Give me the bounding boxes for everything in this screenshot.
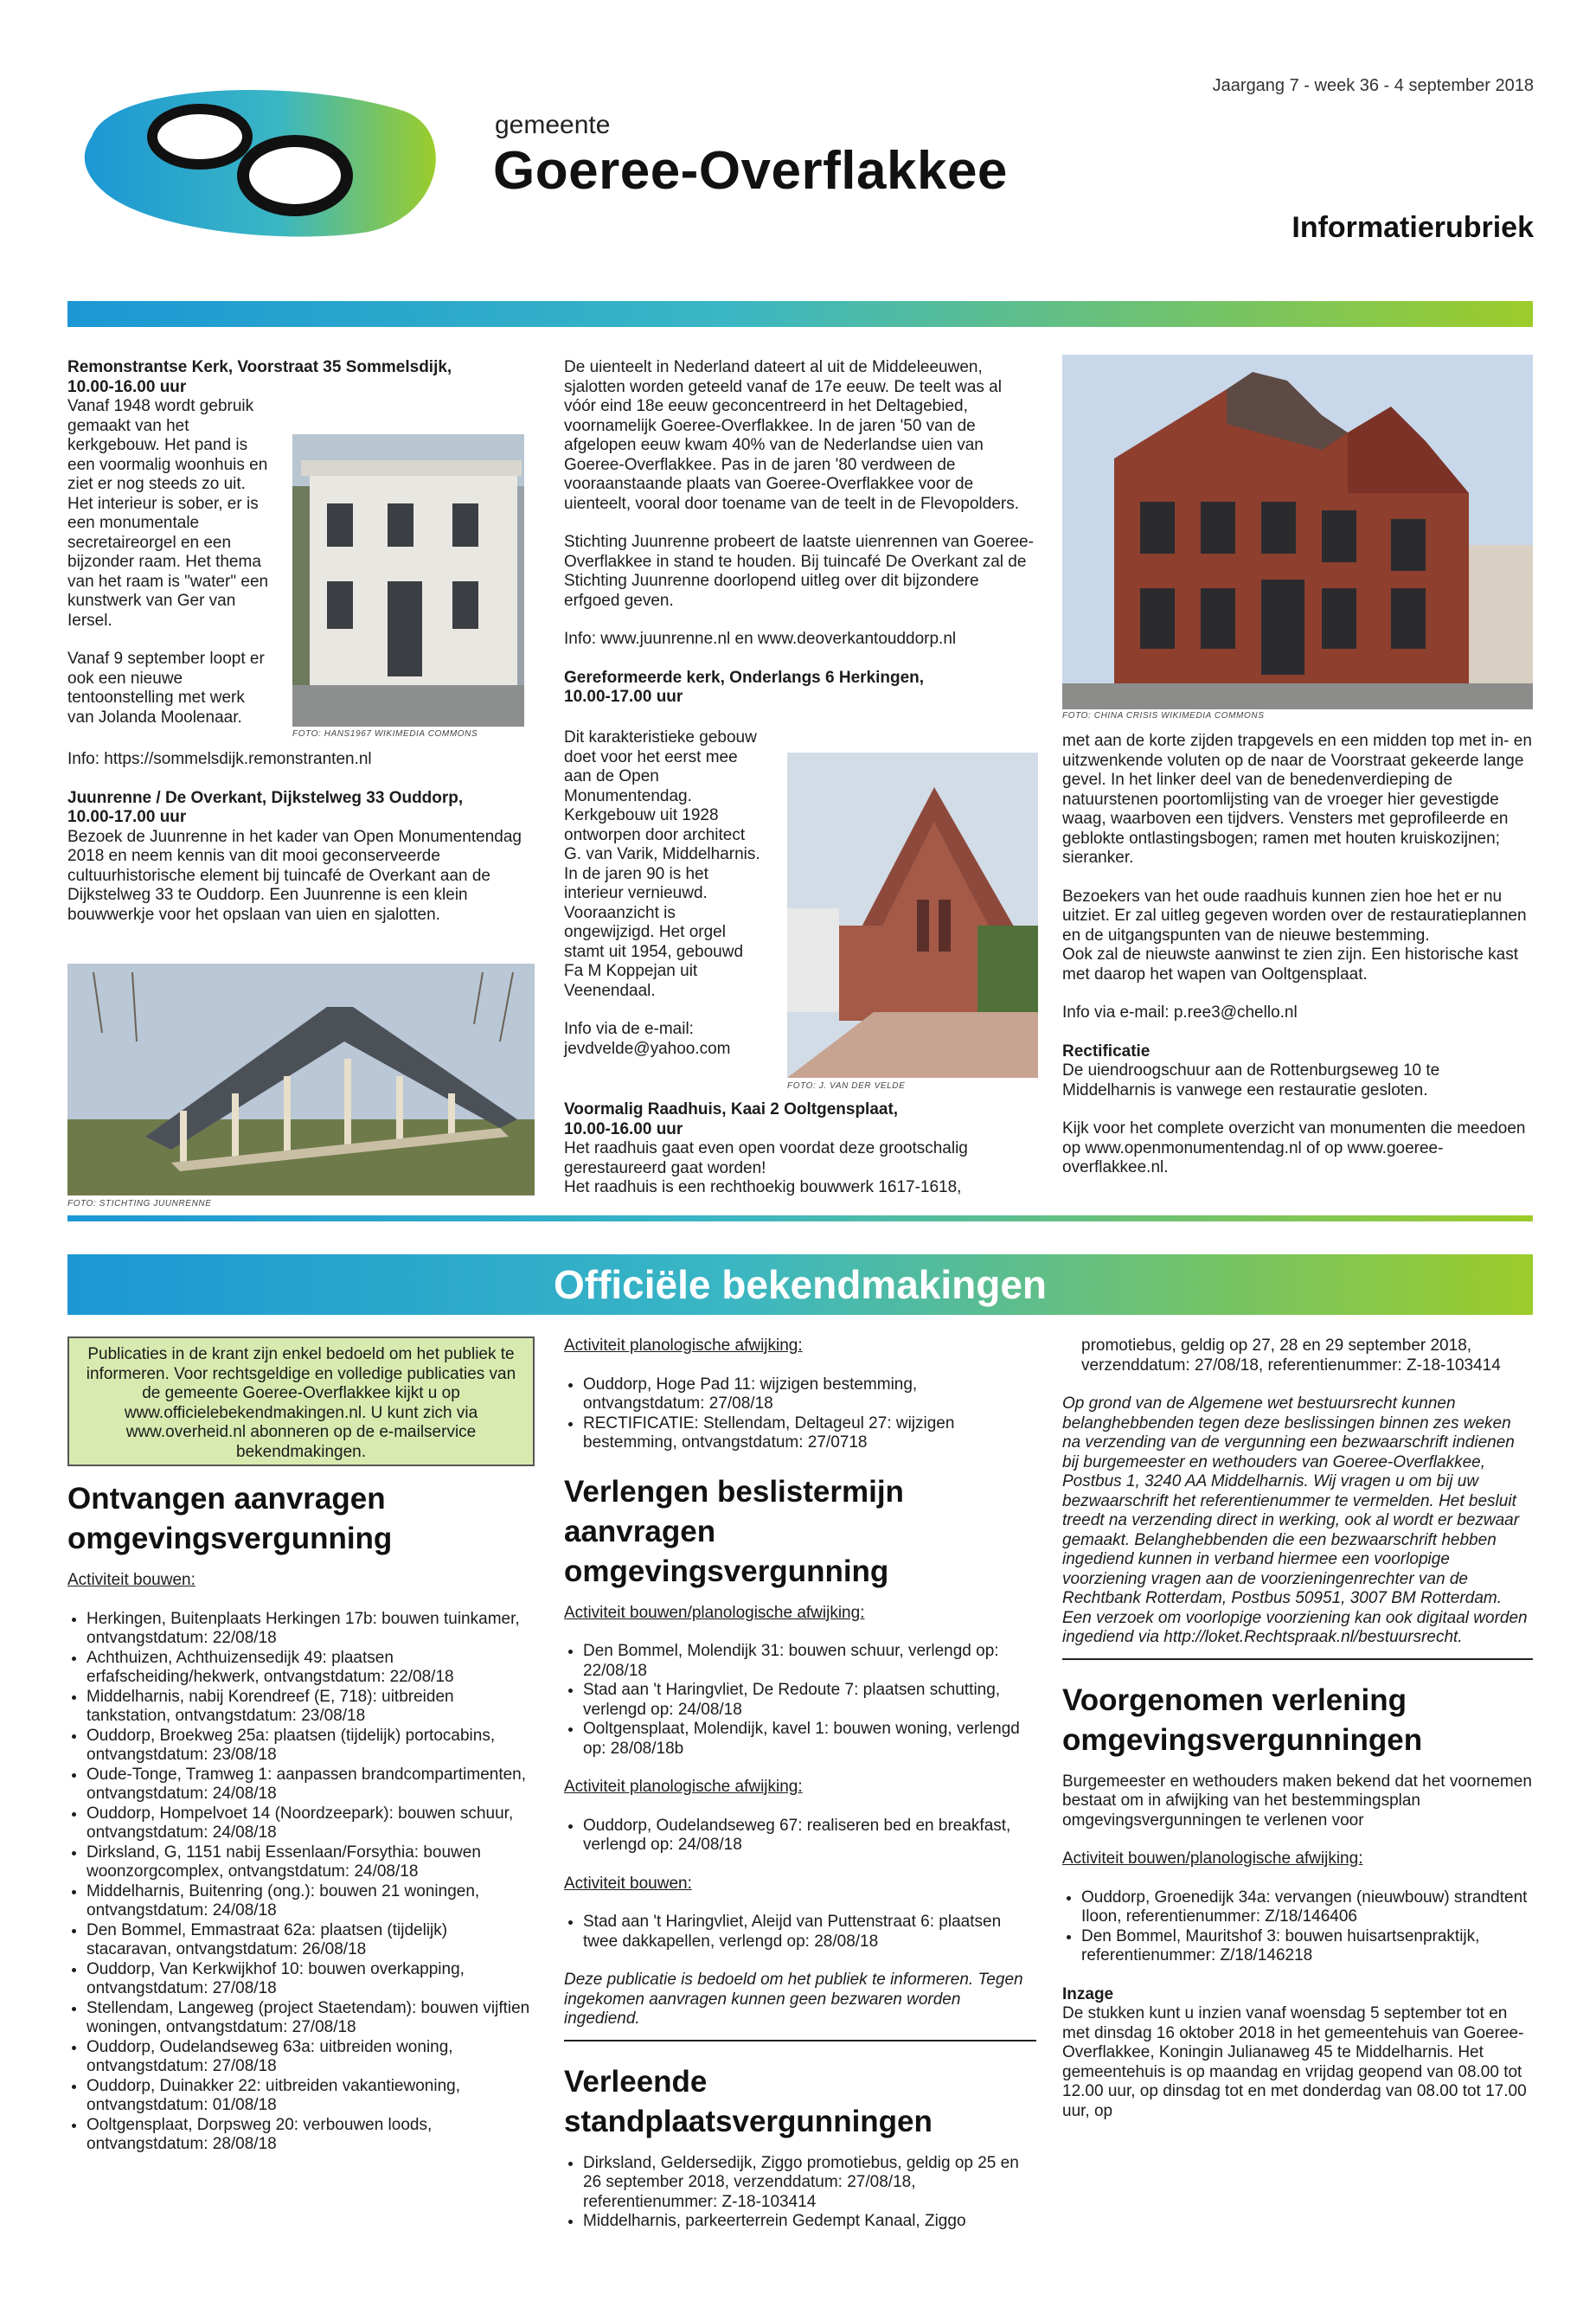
list-item: • Ouddorp, Hoge Pad 11: wijzigen bestemming, ontvangstdatum: 27/08/18 [583, 1375, 1036, 1414]
gereformeerde-time: 10.00-17.00 uur [564, 688, 683, 706]
verlengen-list2 [564, 1817, 1036, 1856]
list-item: • Den Bommel, Emmastraat 62a: plaatsen (tijdelijk) stacaravan, ontvangstdatum: 26/08/18 [87, 1921, 535, 1960]
list-item: • Ooltgensplaat, Dorpsweg 20: verbouwen loods, ontvangstdatum: 28/08/18 [87, 2116, 535, 2155]
gereformeerde-text: Dit karakteristieke gebouw doet voor het eerst mee aan de Open Monumentendag. Kerkgebouw uit 1928 ontworpen door architect G. van Varik, Middelharnis. In de jaren 90 is het interieur vernieuwd. Vooraanzicht is ongewijzigd. Het orgel stamt uit 1954, gebouwd Fa M Koppejan uit Veenendaal. [564, 728, 760, 1000]
remonstrantse-info: Info: https://sommelsdijk.remonstranten.nl [67, 750, 372, 768]
voorgenomen-intro: Burgemeester en wethouders maken bekend dat het voornemen bestaat om in afwijking van het bestemmingsplan omgevingsvergunningen te verlenen voor [1062, 1772, 1532, 1830]
verlengen-note: Deze publicatie is bedoeld om het publiek te informeren. Tegen ingekomen aanvragen kunnen geen bezwaren worden ingediend. [564, 1971, 1023, 2028]
header-bar [67, 301, 1533, 327]
remonstrantse-time: 10.00-16.00 uur [67, 377, 187, 396]
list-item: • Den Bommel, Molendijk 31: bouwen schuur, verlengd op: 22/08/18 [583, 1642, 1036, 1681]
remonstrantse-title: Remonstrantse Kerk, Voorstraat 35 Sommelsdijk, [67, 358, 452, 376]
inzage-title: Inzage [1062, 1984, 1114, 2003]
voorgenomen-list [1062, 1888, 1533, 1966]
photo-remonstrantse-kerk [292, 434, 524, 727]
closing-text: Kijk voor het complete overzicht van monumenten die meedoen op www.openmonumentendag.nl of op www.goeree-overflakkee.nl. [1062, 1119, 1526, 1176]
list-item: • Ouddorp, Oudelandseweg 67: realiseren bed en breakfast, verlengd op: 24/08/18 [583, 1817, 1036, 1856]
list-item: • Stellendam, Langeweg (project Staetendam): bouwen vijftien woningen, ontvangstdatum: 27/08/18 [87, 1999, 535, 2038]
verleende-cont: promotiebus, geldig op 27, 28 en 29 september 2018, verzenddatum: 27/08/18, referentienummer: Z-18-103414 [1081, 1336, 1501, 1375]
list-item: • Ooltgensplaat, Molendijk, kavel 1: bouwen woning, verlengd op: 28/08/18b [583, 1720, 1036, 1759]
col3-top-text [1062, 732, 1533, 1197]
verlengen-title: Verlengen beslistermijn aanvragen omgevingsvergunning [564, 1474, 904, 1588]
raadhuis-cont1: met aan de korte zijden trapgevels en een midden top met in- en uitzwenkende voluten op de naar de Voorstraat gekeerde lange gevel. In het linker deel van de benedenverdieping de natuurstenen poortomlijsting van de vroeger hier gevestigde waag, waarboven een tijdvers. Vensters met geprofileerde en geblokte ontlastingsbogen; ramen met houten kruiskozijnen; sieranker. [1062, 732, 1532, 867]
list-item: • Ouddorp, Van Kerkwijkhof 10: bouwen overkapping, ontvangstdatum: 27/08/18 [87, 1960, 535, 1999]
municipality-prefix: gemeente [495, 111, 611, 139]
juunrenne-credit: FOTO: STICHTING JUUNRENNE [67, 1199, 212, 1208]
voorgenomen-sub: Activiteit bouwen/planologische afwijking: [1062, 1849, 1363, 1868]
raadhuis-cont3: Ook zal de nieuwste aanwinst te zien zijn. Een historische kast met daarop het wapen van Ooltgensplaat. [1062, 945, 1518, 984]
list-item: • Oude-Tonge, Tramweg 1: aanpassen brandcompartimenten, ontvangstdatum: 24/08/18 [87, 1766, 535, 1804]
objection-text: Op grond van de Algemene wet bestuursrecht kunnen belanghebbenden tegen deze beslissingen binnen zes weken na verzending van de vergunning een bezwaarschrift indienen bij burgemeester en wethouders van Goeree-Overflakkee, Postbus 1, 3240 AA Middelharnis. Wij vragen u om bij uw bezwaarschrift het referentienummer te vermelden. Het besluit treedt na verzending direct in werking, ook al wordt er bezwaar gemaakt. Belanghebbenden die een bezwaarschrift hebben ingediend kunnen in verband hiermee een voorlopige voorziening vragen aan de voorzieningenrechter van de Rechtbank Rotterdam, Postbus 50951, 3007 BM Rotterdam. Een verzoek om voorlopige voorziening kan ook digitaal worden ingediend via http://loket.Rechtspraak.nl/bestuursrecht. [1062, 1394, 1528, 1646]
raadhuis-text2: Het raadhuis is een rechthoekig bouwwerk 1617-1618, [564, 1178, 962, 1196]
notice-box: Publicaties in de krant zijn enkel bedoeld om het publiek te informeren. Voor rechtsgeldige en volledige publicaties van de gemeente Goeree-Overflakkee kijkt u op www.officielebekendmakingen.nl. U kunt zich via www.overheid.nl abonneren op de e-mailservice bekendmakingen. [67, 1336, 535, 1466]
municipality-name: Goeree-Overflakkee [493, 141, 1008, 201]
divider [564, 2040, 1036, 2041]
verlengen-sub1: Activiteit bouwen/planologische afwijking: [564, 1603, 865, 1622]
section-divider [67, 1215, 1533, 1221]
list-item: • Ouddorp, Broekweg 25a: plaatsen (tijdelijk) portocabins, ontvangstdatum: 23/08/18 [87, 1727, 535, 1766]
verlengen-list3 [564, 1913, 1036, 1952]
rectificatie-title: Rectificatie [1062, 1042, 1151, 1061]
list-item: • Middelharnis, parkeerterrein Gedempt Kanaal, Ziggo [583, 2212, 1036, 2232]
juunrenne-time: 10.00-17.00 uur [67, 808, 187, 826]
official-col1 [67, 1479, 535, 2174]
official-col2 [564, 1336, 1036, 2251]
verleende-title: Verleende standplaatsvergunningen [564, 2064, 933, 2138]
remonstrantse-text2: Vanaf 9 september loopt er ook een nieuwe tentoonstelling met werk van Jolanda Moolenaar. [67, 650, 265, 727]
juunrenne-text: Bezoek de Juunrenne in het kader van Open Monumentendag 2018 en neem kennis van dit mooi geconserveerde cultuurhistorische element bij tuincafé de Overkant aan de Dijkstelweg 33 te Ouddorp. Een Juunrenne is een klein bouwwerkje voor het opslaan van uien en sjalotten. [67, 827, 522, 924]
list-item: • Ouddorp, Groenedijk 34a: vervangen (nieuwbouw) strandtent Iloon, referentienummer: Z/18/146406 [1081, 1888, 1533, 1927]
photo-juunrenne [67, 964, 535, 1195]
official-col3 [1062, 1336, 1533, 2121]
photo-gereformeerde-kerk [787, 753, 1038, 1078]
raadhuis-credit: FOTO: CHINA CRISIS WIKIMEDIA COMMONS [1062, 711, 1265, 721]
gereformeerde-body [564, 728, 763, 1059]
raadhuis-time: 10.00-16.00 uur [564, 1119, 683, 1138]
list-item: • Ouddorp, Duinakker 22: uitbreiden vakantiewoning, ontvangstdatum: 01/08/18 [87, 2077, 535, 2116]
raadhuis-info: Info via e-mail: p.ree3@chello.nl [1062, 1003, 1298, 1022]
uienteelt-text: De uienteelt in Nederland dateert al uit de Middeleeuwen, sjalotten worden geteeld vanaf de 17e eeuw. De teelt was al vóór eind 18e eeuw geconcentreerd in het Deltagebied, voornamelijk Goeree-Overflakkee. In de jaren '50 van de afgelopen eeuw kwam 40% van de Nederlandse uien van Goeree-Overflakkee. Pas in de jaren '80 verdween de vooraanstaande plaats van Goeree-Overflakkee voor de uienteelt, vooral door toename van de teelt in de Flevopolders. [564, 358, 1019, 513]
section-title: Informatierubriek [1292, 211, 1534, 244]
remonstrantse-credit: FOTO: HANS1967 WIKIMEDIA COMMONS [292, 729, 478, 739]
juunrenne-info: Info: www.juunrenne.nl en www.deoverkantouddorp.nl [564, 630, 957, 648]
ontvangen-title: Ontvangen aanvragen omgevingsvergunning [67, 1482, 393, 1555]
gereformeerde-mail[interactable]: jevdvelde@yahoo.com [564, 1039, 731, 1058]
divider [1062, 1658, 1533, 1660]
ontvangen-list [67, 1610, 535, 2155]
list-item: • Ouddorp, Hompelvoet 14 (Noordzeepark): bouwen schuur, ontvangstdatum: 24/08/18 [87, 1804, 535, 1843]
gereformeerde-title: Gereformeerde kerk, Onderlangs 6 Herkingen, [564, 668, 925, 687]
list-item: • Dirksland, G, 1151 nabij Essenlaan/Forsythia: bouwen woonzorgcomplex, ontvangstdatum: 24/08/18 [87, 1843, 535, 1882]
list-item: • Stad aan 't Haringvliet, De Redoute 7: plaatsen schutting, verlengd op: 24/08/18 [583, 1681, 1036, 1720]
list-item: • RECTIFICATIE: Stellendam, Deltageul 27: wijzigen bestemming, ontvangstdatum: 27/0718 [583, 1414, 1036, 1453]
col2-top-text [564, 358, 1036, 708]
ontvangen-sub: Activiteit bouwen: [67, 1571, 195, 1589]
verlengen-list1 [564, 1642, 1036, 1759]
list-item: • Dirksland, Geldersedijk, Ziggo promotiebus, geldig op 25 en 26 september 2018, verzenddatum: 27/08/18, referentienummer: Z-18-103414 [583, 2154, 1036, 2213]
logo-mark-icon [74, 76, 446, 240]
raadhuis-title: Voormalig Raadhuis, Kaai 2 Ooltgensplaat, [564, 1100, 899, 1118]
verleende-list [564, 2154, 1036, 2232]
issue-info: Jaargang 7 - week 36 - 4 september 2018 [1212, 76, 1534, 95]
voorgenomen-title: Voorgenomen verlening omgevingsvergunningen [1062, 1682, 1423, 1757]
rectificatie-text: De uiendroogschuur aan de Rottenburgseweg 10 te Middelharnis is vanwege een restauratie gesloten. [1062, 1061, 1440, 1099]
remonstrantse-text: Vanaf 1948 wordt gebruik gemaakt van het kerkgebouw. Het pand is een voormalig woonhuis en ziet er nog steeds zo uit. Het interieur is sober, er is een monumentale secretaireorgel en een bijzonder raam. Het thema van het raam is "water" een kunstwerk van Ger van Iersel. [67, 397, 269, 630]
raadhuis-cont2: Bezoekers van het oude raadhuis kunnen zien hoe het er nu uitziet. Er zal uitleg gegeven worden over de restauratieplannen en de uitgangspunten van de nieuwe bestemming. [1062, 887, 1527, 945]
planologisch-sub: Activiteit planologische afwijking: [564, 1336, 803, 1355]
col1-top-text [67, 358, 524, 397]
list-item: • Middelharnis, Buitenring (ong.): bouwen 21 woningen, ontvangstdatum: 24/08/18 [87, 1882, 535, 1921]
verlengen-sub3: Activiteit bouwen: [564, 1874, 692, 1893]
list-item: • Stad aan 't Haringvliet, Aleijd van Puttenstraat 6: plaatsen twee dakkapellen, verlengd op: 28/08/18 [583, 1913, 1036, 1952]
photo-raadhuis [1062, 355, 1533, 709]
raadhuis-text: Het raadhuis gaat even open voordat deze grootschalig gerestaureerd gaat worden! [564, 1139, 968, 1177]
juunrenne-title: Juunrenne / De Overkant, Dijkstelweg 33 Ouddorp, [67, 788, 464, 807]
logo [74, 76, 446, 240]
planologisch-list [564, 1375, 1036, 1453]
list-item: • Middelharnis, nabij Korendreef (E, 718): uitbreiden tankstation, ontvangstdatum: 23/08/18 [87, 1688, 535, 1727]
list-item: • Herkingen, Buitenplaats Herkingen 17b: bouwen tuinkamer, ontvangstdatum: 22/08/18 [87, 1610, 535, 1649]
list-item: • Ouddorp, Oudelandseweg 63a: uitbreiden woning, ontvangstdatum: 27/08/18 [87, 2038, 535, 2077]
gereformeerde-mail-label: Info via de e-mail: [564, 1020, 694, 1038]
verlengen-sub2: Activiteit planologische afwijking: [564, 1778, 803, 1796]
list-item: • Den Bommel, Mauritshof 3: bouwen huisartsenpraktijk, referentienummer: Z/18/146218 [1081, 1927, 1533, 1966]
inzage-text: De stukken kunt u inzien vanaf woensdag 5 september tot en met dinsdag 16 oktober 2018 in het gemeentehuis van Goeree-Overflakkee, Koningin Julianaweg 45 te Middelharnis. Het gemeentehuis is op maandag en vrijdag geopend van 08.00 tot 12.00 uur, op dinsdag tot en met donderdag van 08.00 tot 17.00 uur, op [1062, 2004, 1527, 2120]
remonstrantse-body [67, 397, 275, 727]
list-item: • Achthuizen, Achthuizensedijk 49: plaatsen erfafscheiding/hekwerk, ontvangstdatum: 22/08/18 [87, 1649, 535, 1688]
col1-top-text2 [67, 750, 535, 944]
col2-top-text2 [564, 1100, 1036, 1198]
official-banner: Officiële bekendmakingen [67, 1254, 1533, 1315]
gereformeerde-credit: FOTO: J. VAN DER VELDE [787, 1081, 906, 1091]
stichting-text: Stichting Juunrenne probeert de laatste uienrennen van Goeree-Overflakkee in stand te houden. Bij tuincafé De Overkant zal de Stichting Juunrenne doorlopend uitleg over dit bijzondere erfgoed geven. [564, 533, 1034, 610]
